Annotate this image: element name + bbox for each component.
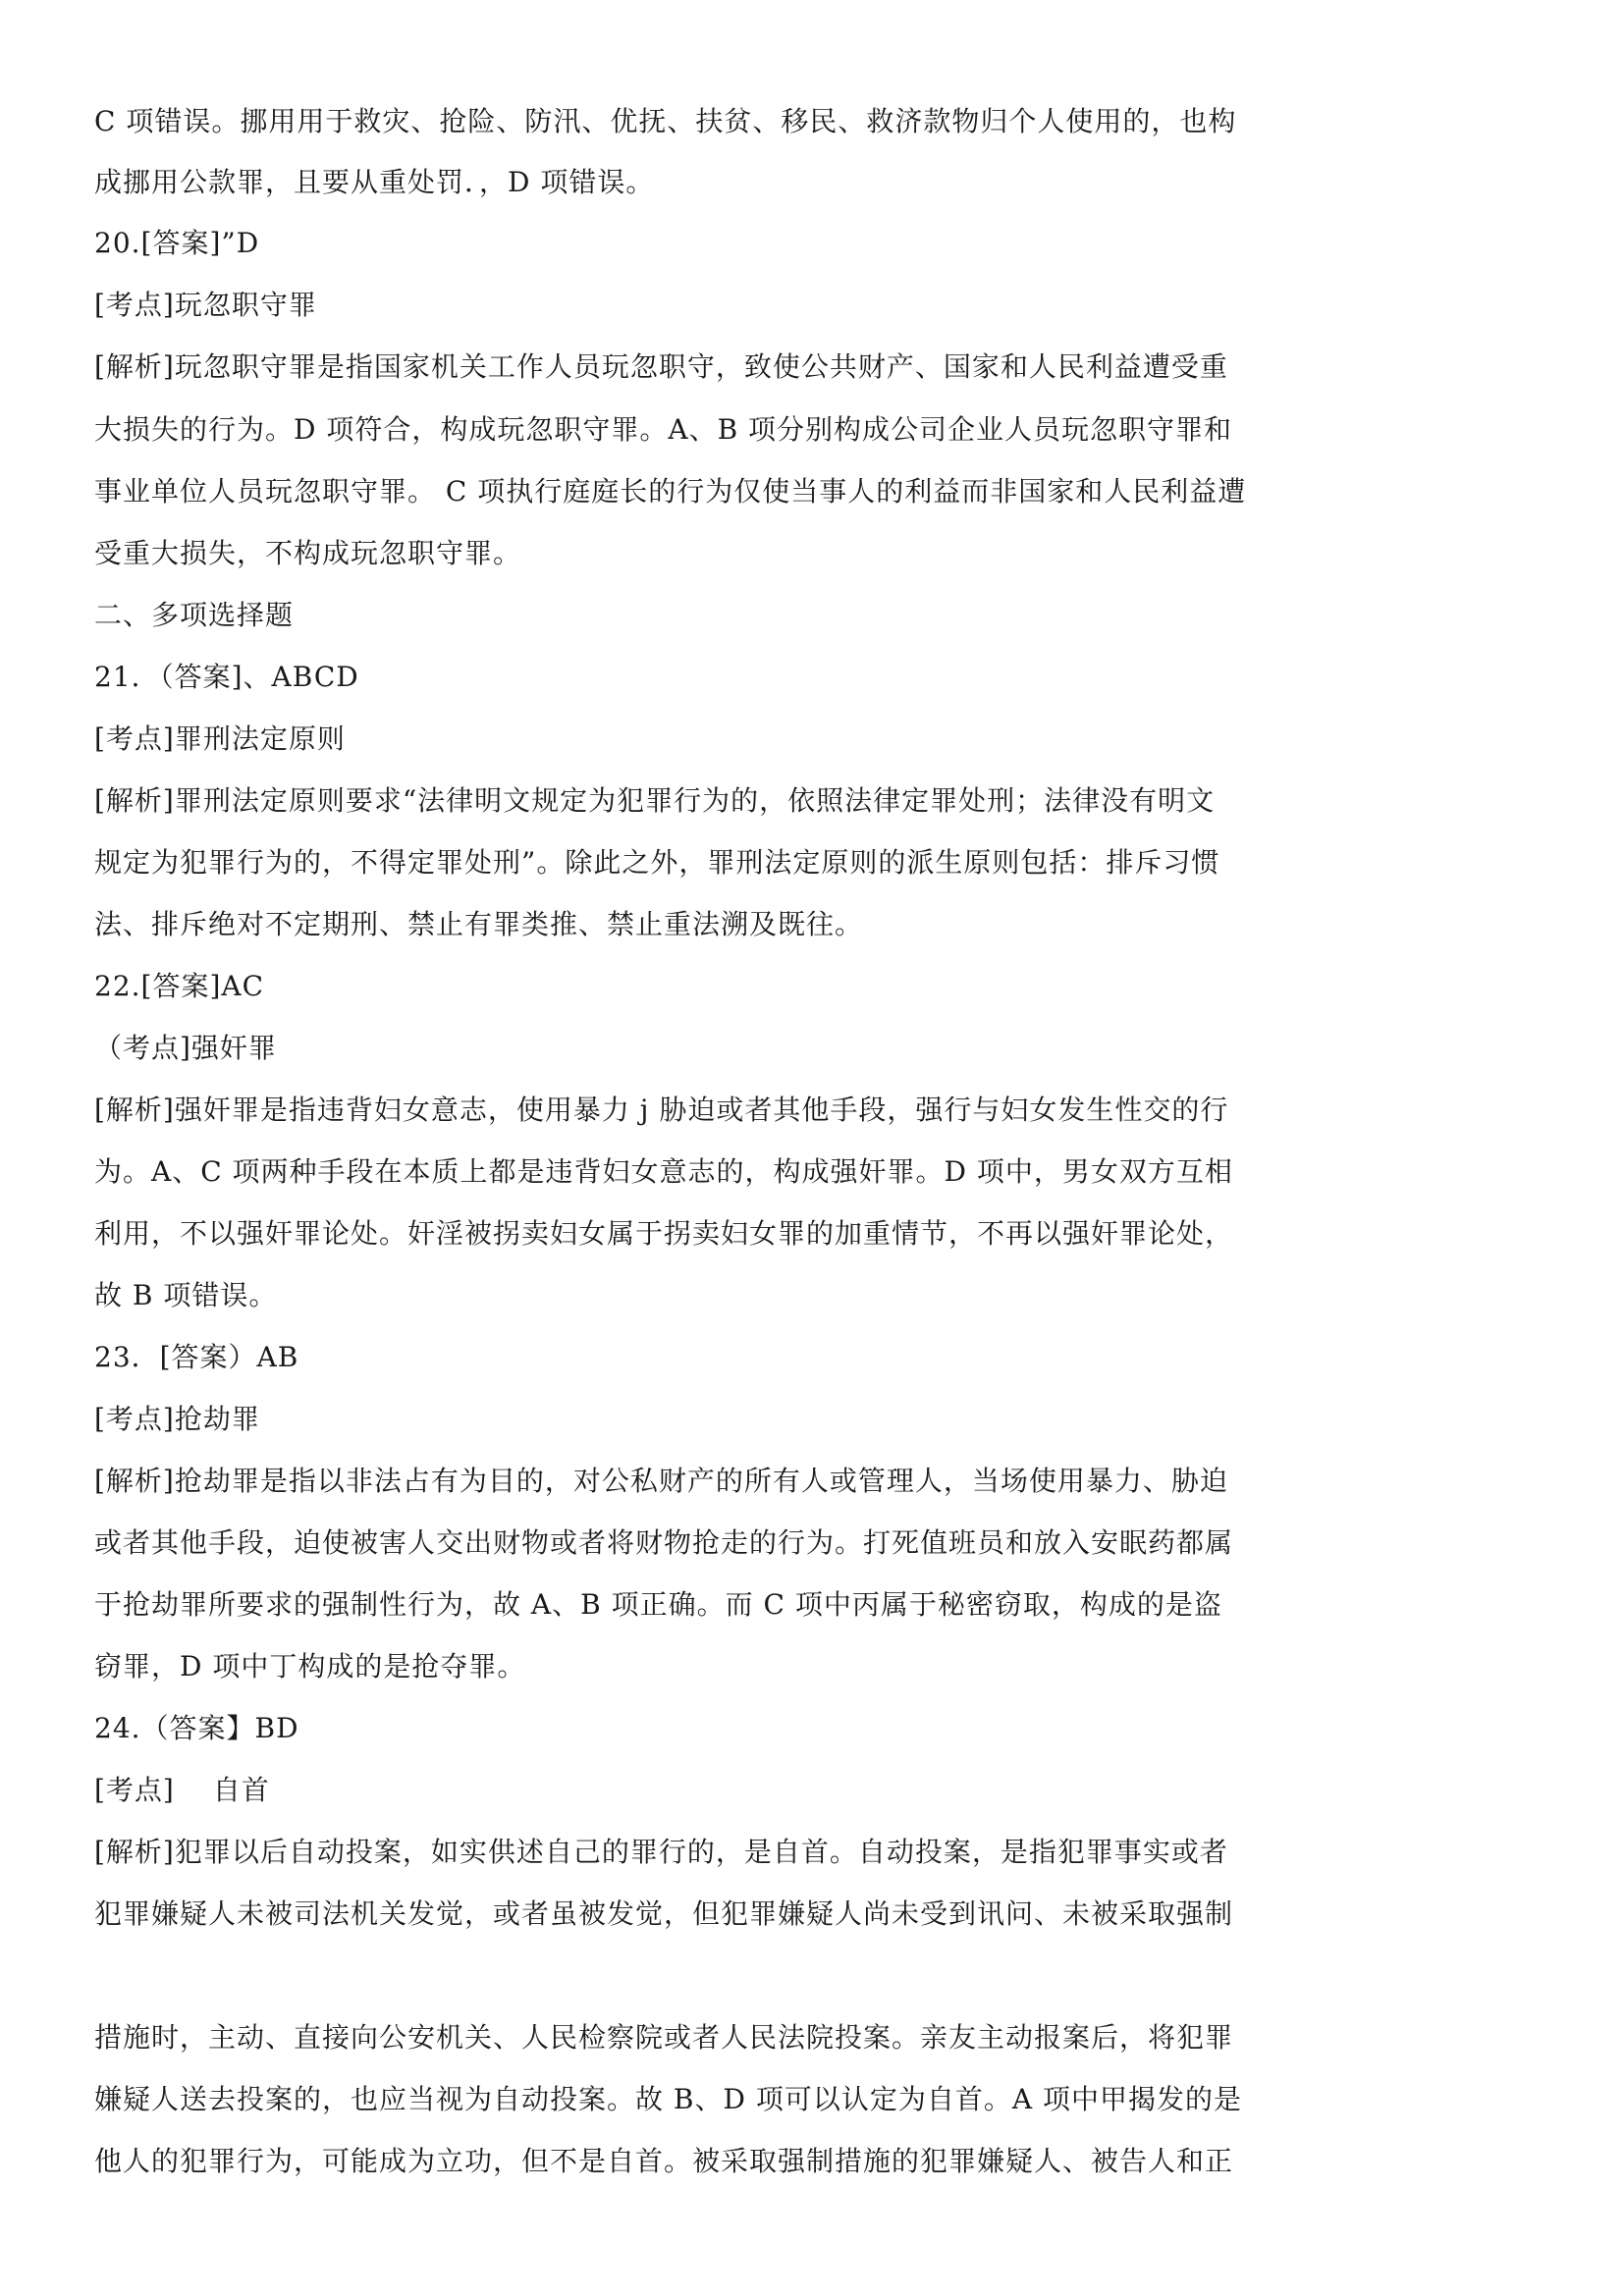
- text-line: 为。A、C 项两种手段在本质上都是违背妇女意志的，构成强奸罪。D 项中，男女双方互相: [94, 1155, 1233, 1188]
- text-line: [解析]犯罪以后自动投案，如实供述自己的罪行的，是自首。自动投案，是指犯罪事实或者: [94, 1836, 1228, 1868]
- text-line: 大损失的行为。D 项符合，构成玩忽职守罪。A、B 项分别构成公司企业人员玩忽职守罪和: [94, 413, 1233, 446]
- text-line: C 项错误。挪用用于救灾、抢险、防汛、优抚、扶贫、移民、救济款物归个人使用的，也构: [94, 105, 1237, 137]
- key-point: [考点]玩忽职守罪: [94, 289, 317, 321]
- text-line: [解析]抢劫罪是指以非法占有为目的，对公私财产的所有人或管理人，当场使用暴力、胁迫: [94, 1465, 1228, 1497]
- key-point: [考点] 自首: [94, 1774, 270, 1806]
- text-line: 他人的犯罪行为，可能成为立功，但不是自首。被采取强制措施的犯罪嫌疑人、被告人和正: [94, 2145, 1234, 2177]
- text-line: 利用，不以强奸罪论处。奸淫被拐卖妇女属于拐卖妇女罪的加重情节，不再以强奸罪论处，: [94, 1217, 1234, 1250]
- key-point: [考点]罪刑法定原则: [94, 722, 346, 755]
- text-line: 受重大损失，不构成玩忽职守罪。: [94, 537, 522, 569]
- text-line: 故 B 项错误。: [94, 1279, 278, 1311]
- answer-heading: 24.（答案】BD: [94, 1712, 299, 1744]
- text-line: 法、排斥绝对不定期刑、禁止有罪类推、禁止重法溯及既往。: [94, 908, 864, 940]
- text-line: 成挪用公款罪，且要从重处罚．，D 项错误。: [94, 166, 655, 198]
- text-line: 规定为犯罪行为的，不得定罪处刑”。除此之外，罪刑法定原则的派生原则包括：排斥习惯: [94, 846, 1220, 879]
- text-line: 或者其他手段，迫使被害人交出财物或者将财物抢走的行为。打死值班员和放入安眠药都属: [94, 1526, 1234, 1559]
- text-line: [解析]强奸罪是指违背妇女意志，使用暴力 j 胁迫或者其他手段，强行与妇女发生性交的行: [94, 1094, 1229, 1126]
- text-line: 犯罪嫌疑人未被司法机关发觉，或者虽被发觉，但犯罪嫌疑人尚未受到讯问、未被采取强制: [94, 1897, 1234, 1930]
- text-line: [解析]罪刑法定原则要求“法律明文规定为犯罪行为的，依照法律定罪处刑；法律没有明文: [94, 784, 1216, 817]
- text-line: [解析]玩忽职守罪是指国家机关工作人员玩忽职守，致使公共财产、国家和人民利益遭受重: [94, 350, 1228, 383]
- text-line: 窃罪，D 项中丁构成的是抢夺罪。: [94, 1650, 526, 1682]
- key-point: （考点]强奸罪: [94, 1032, 277, 1064]
- answer-heading: 21．（答案]、ABCD: [94, 661, 359, 693]
- answer-heading: 22.[答案]AC: [94, 970, 265, 1002]
- answer-heading: 20.[答案]”D: [94, 227, 260, 259]
- text-line: 措施时，主动、直接向公安机关、人民检察院或者人民法院投案。亲友主动报案后，将犯罪: [94, 2021, 1234, 2054]
- answer-heading: 23．[答案）AB: [94, 1341, 299, 1373]
- key-point: [考点]抢劫罪: [94, 1403, 260, 1435]
- section-heading: 二、多项选择题: [94, 599, 295, 631]
- text-line: 于抢劫罪所要求的强制性行为，故 A、B 项正确。而 C 项中丙属于秘密窃取，构成的是盗: [94, 1588, 1222, 1621]
- text-line: 嫌疑人送去投案的，也应当视为自动投案。故 B、D 项可以认定为自首。A 项中甲揭发的是: [94, 2083, 1242, 2115]
- text-line: 事业单位人员玩忽职守罪。 C 项执行庭庭长的行为仅使当事人的利益而非国家和人民利益遭: [94, 475, 1247, 507]
